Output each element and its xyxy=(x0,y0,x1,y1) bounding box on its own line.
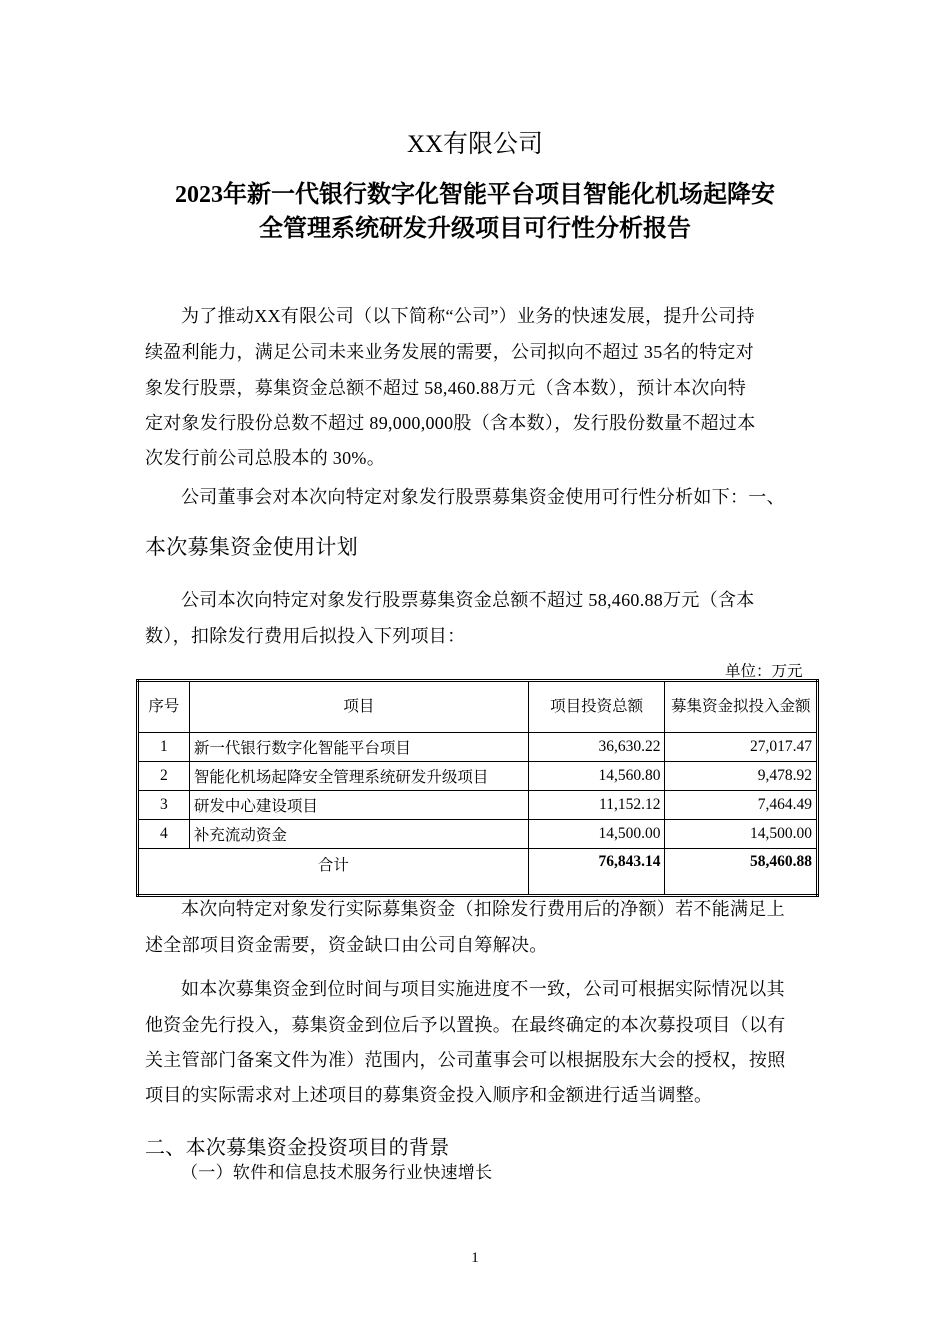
paragraph-line: 如本次募集资金到位时间与项目实施进度不一致，公司可根据实际情况以其 xyxy=(181,979,785,999)
header-total: 项目投资总额 xyxy=(528,681,665,733)
row-name: 研发中心建设项目 xyxy=(189,791,528,820)
row-no: 1 xyxy=(138,733,190,762)
row-no: 2 xyxy=(138,762,190,791)
row-name: 新一代银行数字化智能平台项目 xyxy=(189,733,528,762)
section-heading: 二、本次募集资金投资项目的背景 xyxy=(145,1137,450,1159)
paragraph-line: 定对象发行股份总数不超过 89,000,000股（含本数），发行股份数量不超过本 xyxy=(145,413,756,433)
paragraph-line: 项目的实际需求对上述项目的募集资金投入顺序和金额进行适当调整。 xyxy=(145,1085,713,1105)
row-name: 智能化机场起降安全管理系统研发升级项目 xyxy=(189,762,528,791)
table-row xyxy=(138,820,818,849)
raised-sum: 58,460.88 xyxy=(665,849,818,896)
paragraph-line: 数），扣除发行费用后拟投入下列项目： xyxy=(145,626,466,646)
company-name: XX有限公司 xyxy=(406,131,544,158)
row-raised: 27,017.47 xyxy=(665,733,818,762)
paragraph-line: 次发行前公司总股本的 30%。 xyxy=(145,448,385,468)
paragraph-line: 关主管部门备案文件为准）范围内，公司董事会可以根据股东大会的授权，按照 xyxy=(145,1050,786,1070)
header-raised: 募集资金拟投入金额 xyxy=(665,681,818,733)
row-no: 3 xyxy=(138,791,190,820)
paragraph-line: 公司本次向特定对象发行股票募集资金总额不超过 58,460.88万元（含本 xyxy=(181,590,755,610)
row-no: 4 xyxy=(138,820,190,849)
subsection-heading: （一）软件和信息技术服务行业快速增长 xyxy=(181,1163,493,1182)
table-row xyxy=(138,762,818,791)
header-no: 序号 xyxy=(138,681,190,733)
investment-table xyxy=(136,679,819,897)
row-total: 36,630.22 xyxy=(528,733,665,762)
paragraph-line: 述全部项目资金需要，资金缺口由公司自筹解决。 xyxy=(145,935,548,955)
paragraph-line: 公司董事会对本次向特定对象发行股票募集资金使用可行性分析如下：一、 xyxy=(181,487,785,507)
row-name: 补充流动资金 xyxy=(189,820,528,849)
paragraph-line: 续盈利能力，满足公司未来业务发展的需要，公司拟向不超过 35名的特定对 xyxy=(145,342,754,362)
table-header-row xyxy=(138,681,818,733)
row-total: 14,560.80 xyxy=(528,762,665,791)
paragraph-line: 为了推动XX有限公司（以下简称“公司”）业务的快速发展，提升公司持 xyxy=(181,306,755,326)
table-unit: 单位：万元 xyxy=(725,663,803,680)
page-number: 1 xyxy=(471,1250,479,1266)
row-total: 11,152.12 xyxy=(528,791,665,820)
table-row xyxy=(138,733,818,762)
row-raised: 14,500.00 xyxy=(665,820,818,849)
row-total: 14,500.00 xyxy=(528,820,665,849)
section-heading: 本次募集资金使用计划 xyxy=(145,535,358,559)
paragraph-line: 象发行股票，募集资金总额不超过 58,460.88万元（含本数），预计本次向特 xyxy=(145,378,747,398)
report-title-line-2: 全管理系统研发升级项目可行性分析报告 xyxy=(259,216,691,242)
header-project: 项目 xyxy=(189,681,528,733)
total-sum: 76,843.14 xyxy=(528,849,665,896)
paragraph-line: 他资金先行投入，募集资金到位后予以置换。在最终确定的本次募投项目（以有 xyxy=(145,1015,786,1035)
paragraph-line: 本次向特定对象发行实际募集资金（扣除发行费用后的净额）若不能满足上 xyxy=(181,899,785,919)
total-label: 合计 xyxy=(138,849,529,896)
row-raised: 7,464.49 xyxy=(665,791,818,820)
table-row xyxy=(138,791,818,820)
row-raised: 9,478.92 xyxy=(665,762,818,791)
report-title-line-1: 2023年新一代银行数字化智能平台项目智能化机场起降安 xyxy=(175,182,775,208)
table-total-row xyxy=(138,849,818,896)
